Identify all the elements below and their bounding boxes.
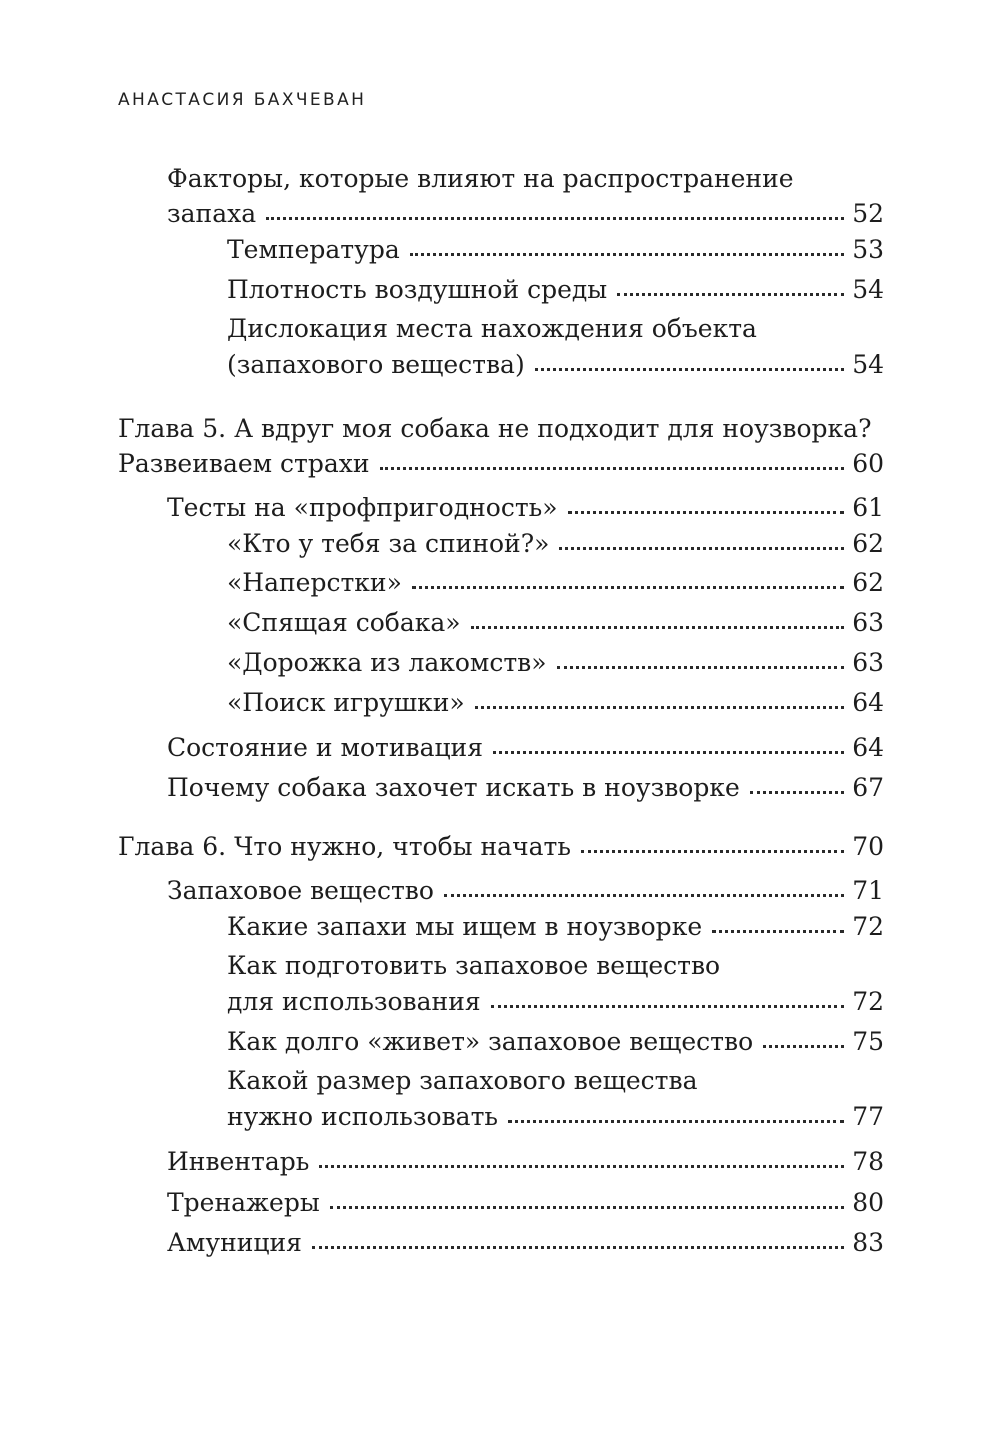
toc-entry-label: Инвентарь xyxy=(167,1147,310,1176)
toc-page-number: 75 xyxy=(852,1027,884,1056)
toc-page-number: 64 xyxy=(852,733,884,762)
dot-leader xyxy=(380,466,844,470)
toc-entry-how-long[interactable] xyxy=(227,1027,884,1061)
toc-page-number: 70 xyxy=(852,832,884,861)
toc-page-number: 53 xyxy=(852,235,884,264)
toc-page-number: 54 xyxy=(852,275,884,304)
toc-page-number: 72 xyxy=(852,987,884,1016)
toc-page-number: 52 xyxy=(852,199,884,228)
toc-entry-label: Почему собака захочет искать в ноузворке xyxy=(167,773,740,802)
toc-entry-label: «Наперстки» xyxy=(227,568,402,597)
dot-leader xyxy=(491,1004,844,1008)
toc-entry-tests[interactable] xyxy=(167,493,884,527)
dot-leader xyxy=(471,625,844,629)
dot-leader xyxy=(535,367,844,371)
toc-chapter-6[interactable] xyxy=(118,832,884,866)
toc-entry-prepare-line1: Как подготовить запаховое вещество xyxy=(227,951,721,980)
toc-page-number: 63 xyxy=(852,608,884,637)
dot-leader xyxy=(319,1164,844,1168)
toc-entry-factors-line1: Факторы, которые влияют на распространение xyxy=(167,164,794,193)
toc-page-number: 60 xyxy=(852,449,884,478)
toc-entry-sleeping-dog[interactable] xyxy=(227,608,884,642)
dot-leader xyxy=(412,585,844,589)
toc-entry-label: нужно использовать xyxy=(227,1102,499,1131)
toc-entry-label: Состояние и мотивация xyxy=(167,733,483,762)
toc-entry-which-scents[interactable] xyxy=(227,912,884,946)
toc-entry-treat-path[interactable] xyxy=(227,648,884,682)
dot-leader xyxy=(475,705,844,709)
toc-entry-label: Тесты на «профпригодность» xyxy=(167,493,558,522)
toc-entry-factors[interactable] xyxy=(167,199,884,233)
dot-leader xyxy=(266,216,844,220)
toc-entry-label: Какие запахи мы ищем в ноузворке xyxy=(227,912,703,941)
dot-leader xyxy=(712,929,844,933)
toc-entry-label: Тренажеры xyxy=(167,1188,320,1217)
dot-leader xyxy=(617,292,844,296)
toc-page-number: 77 xyxy=(852,1102,884,1131)
toc-entry-label: Температура xyxy=(227,235,400,264)
toc-entry-dislocation-line1: Дислокация места нахождения объекта xyxy=(227,314,757,343)
toc-page-number: 61 xyxy=(852,493,884,522)
toc-chapter-5[interactable] xyxy=(118,449,884,483)
toc-entry-label: Амуниция xyxy=(167,1228,302,1257)
toc-page-number: 54 xyxy=(852,350,884,379)
toc-entry-scent-substance[interactable] xyxy=(167,876,884,910)
dot-leader xyxy=(410,252,844,256)
toc-entry-who-behind[interactable] xyxy=(227,529,884,563)
dot-leader xyxy=(493,750,844,754)
toc-entry-dislocation[interactable] xyxy=(227,350,884,384)
toc-entry-label: (запахового вещества) xyxy=(227,350,525,379)
toc-entry-label: Глава 6. Что нужно, чтобы начать xyxy=(118,832,571,861)
toc-entry-label: «Поиск игрушки» xyxy=(227,688,465,717)
toc-entry-thimbles[interactable] xyxy=(227,568,884,602)
dot-leader xyxy=(508,1119,844,1123)
toc-page-number: 62 xyxy=(852,568,884,597)
toc-entry-label: для использования xyxy=(227,987,481,1016)
toc-entry-ammunition[interactable] xyxy=(167,1228,884,1262)
toc-entry-temperature[interactable] xyxy=(227,235,884,269)
toc-entry-size-line1: Какой размер запахового вещества xyxy=(227,1066,698,1095)
toc-entry-density[interactable] xyxy=(227,275,884,309)
toc-entry-prepare[interactable] xyxy=(227,987,884,1021)
toc-entry-label: «Кто у тебя за спиной?» xyxy=(227,529,550,558)
running-head: АНАСТАСИЯ БАХЧЕВАН xyxy=(118,90,367,110)
dot-leader xyxy=(581,849,844,853)
dot-leader xyxy=(763,1044,844,1048)
toc-page-number: 80 xyxy=(852,1188,884,1217)
toc-page-number: 62 xyxy=(852,529,884,558)
toc-entry-label: Развеиваем страхи xyxy=(118,449,370,478)
toc-page-number: 64 xyxy=(852,688,884,717)
toc-entry-label: Как долго «живет» запаховое вещество xyxy=(227,1027,754,1056)
toc-page-number: 67 xyxy=(852,773,884,802)
toc-chapter-5-line1: Глава 5. А вдруг моя собака не подходит для ноузворка? xyxy=(118,414,872,443)
toc-entry-why-dog[interactable] xyxy=(167,773,884,807)
dot-leader xyxy=(312,1245,844,1249)
toc-entry-trainers[interactable] xyxy=(167,1188,884,1222)
toc-entry-label: «Дорожка из лакомств» xyxy=(227,648,547,677)
dot-leader xyxy=(444,893,844,897)
toc-entry-label: Запаховое вещество xyxy=(167,876,434,905)
dot-leader xyxy=(559,546,844,550)
toc-entry-label: запаха xyxy=(167,199,257,228)
toc-page-number: 72 xyxy=(852,912,884,941)
dot-leader xyxy=(568,510,844,514)
dot-leader xyxy=(557,665,844,669)
toc-entry-label: Плотность воздушной среды xyxy=(227,275,608,304)
toc-entry-toy-search[interactable] xyxy=(227,688,884,722)
toc-page-number: 83 xyxy=(852,1228,884,1257)
toc-entry-label: «Спящая собака» xyxy=(227,608,461,637)
toc-page-number: 71 xyxy=(852,876,884,905)
dot-leader xyxy=(330,1205,844,1209)
toc-entry-inventory[interactable] xyxy=(167,1147,884,1181)
toc-page-number: 78 xyxy=(852,1147,884,1176)
dot-leader xyxy=(750,790,844,794)
toc-entry-size[interactable] xyxy=(227,1102,884,1136)
toc-entry-state-motivation[interactable] xyxy=(167,733,884,767)
toc-page-number: 63 xyxy=(852,648,884,677)
